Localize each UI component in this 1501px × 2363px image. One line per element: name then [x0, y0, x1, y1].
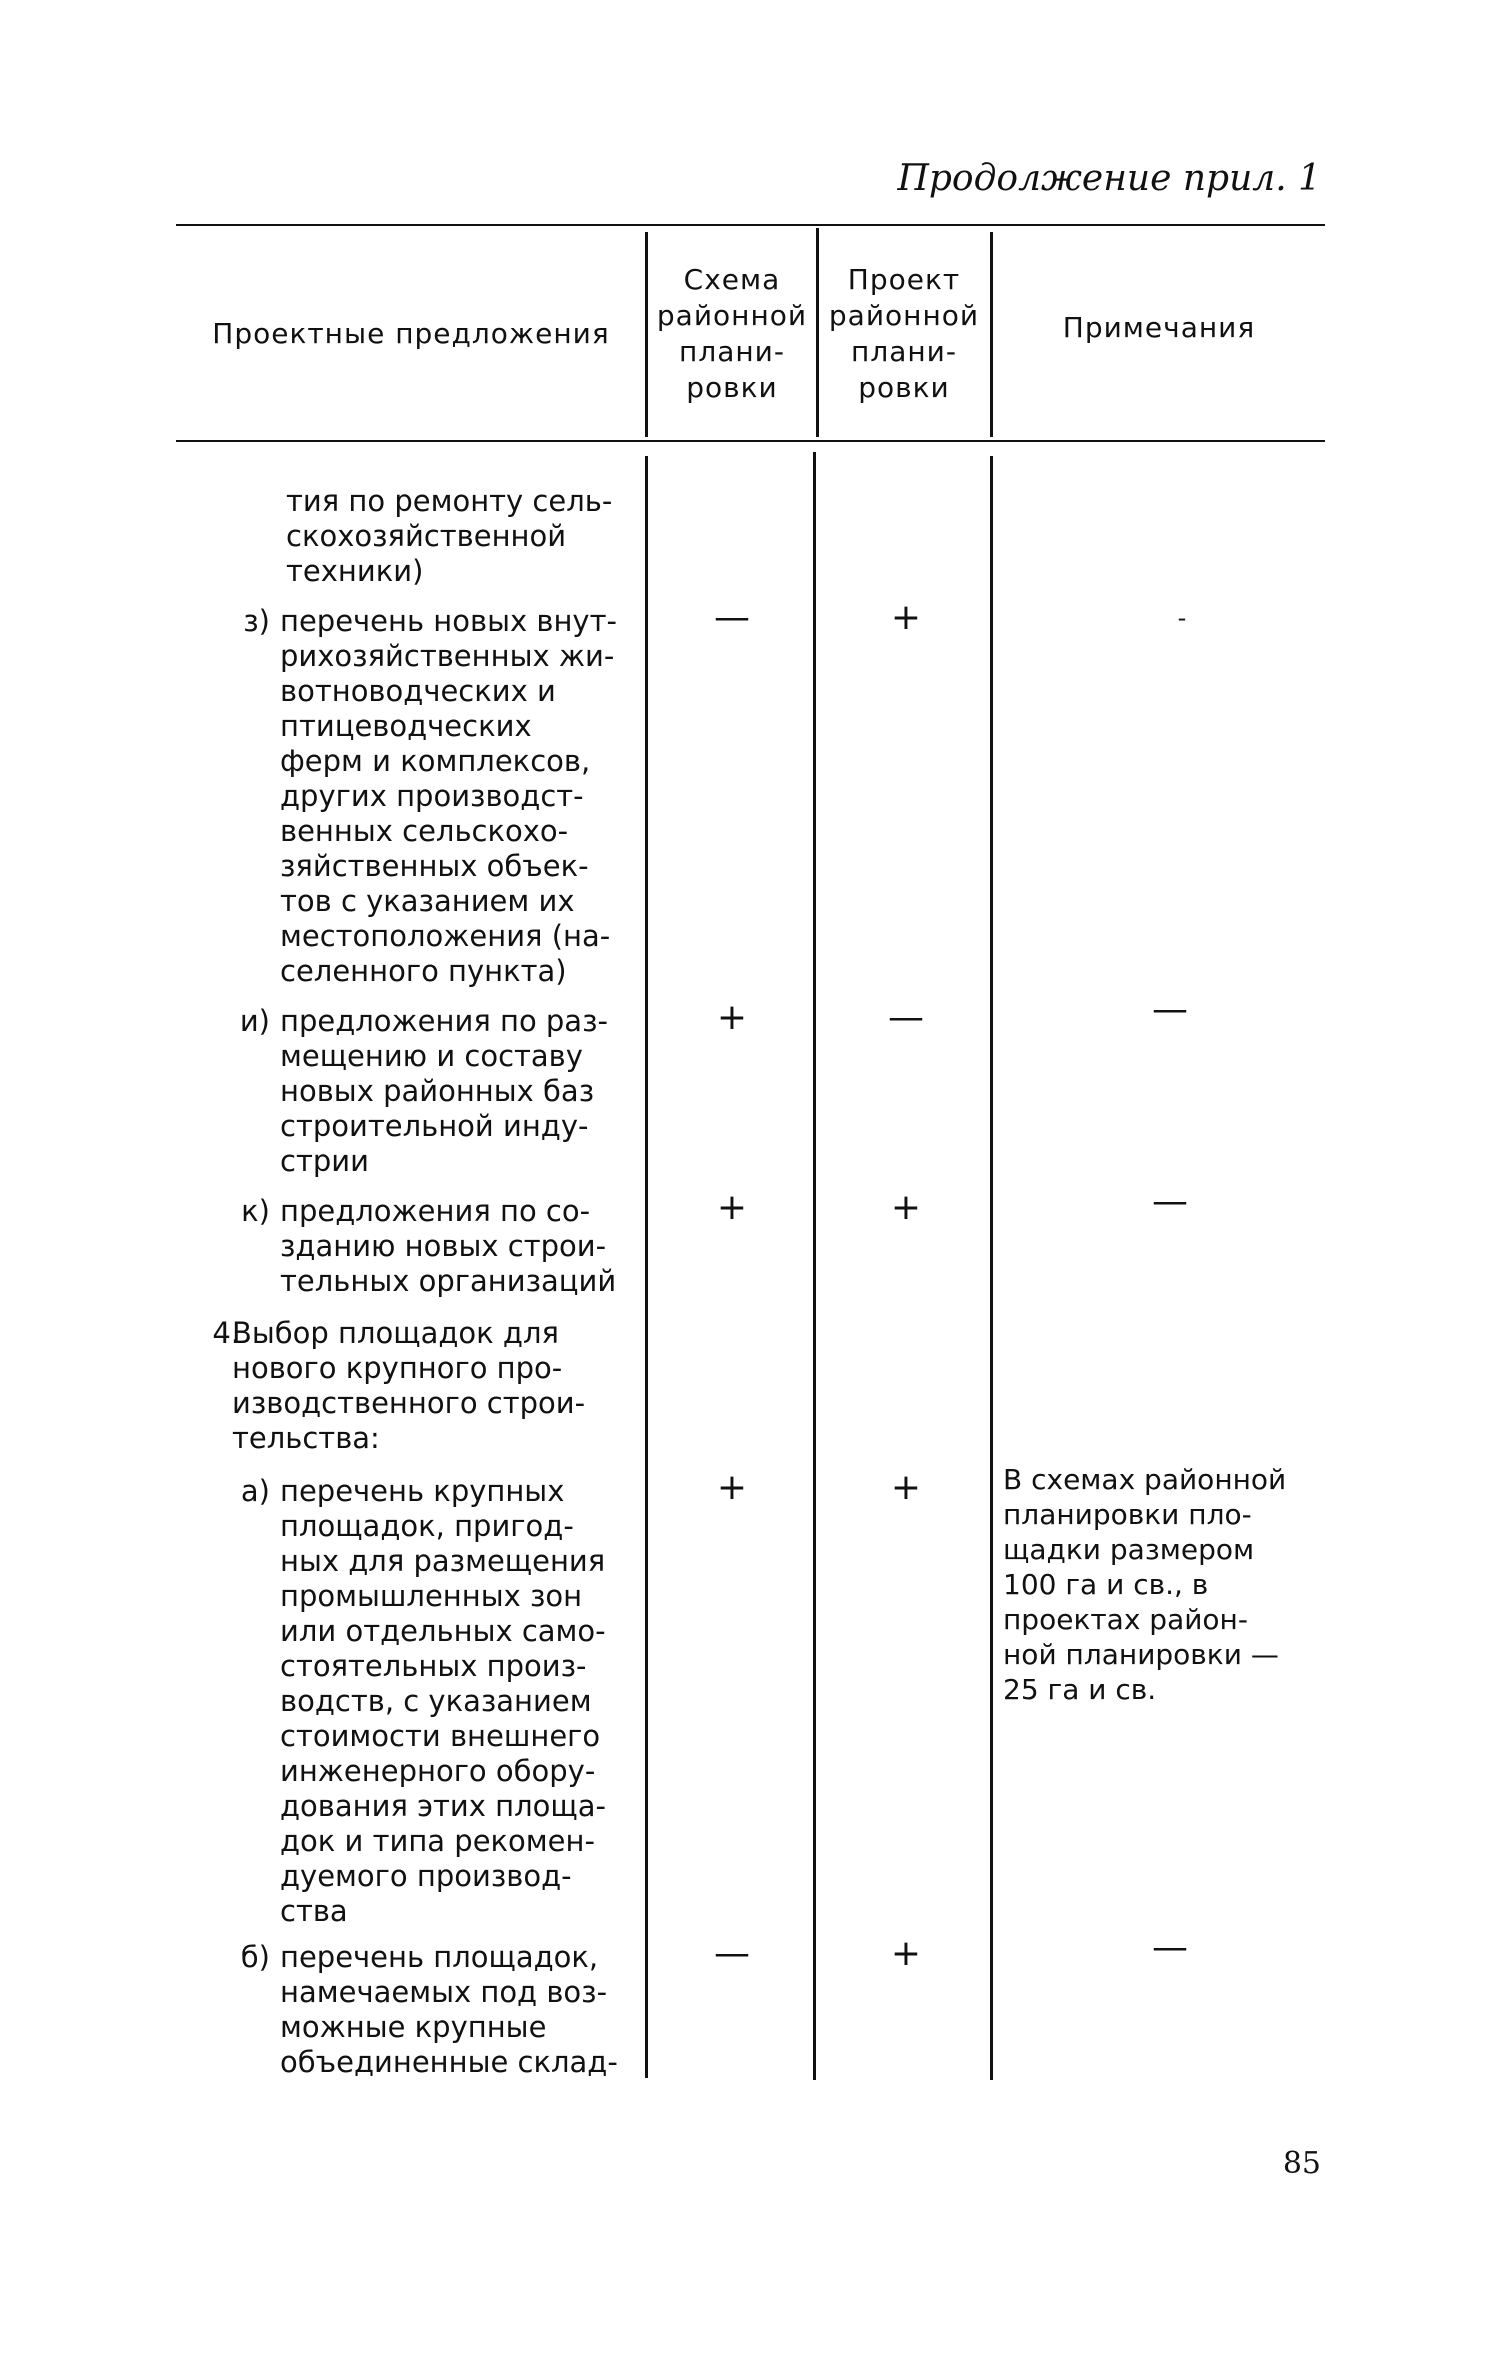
row-label-b: б) [240, 1940, 270, 1974]
mark-z-scheme: — [714, 597, 750, 638]
page-number: 85 [1282, 2146, 1321, 2181]
mark-a-project: + [890, 1467, 922, 1508]
row-label-a: а) [240, 1474, 270, 1508]
row-text-i: предложения по раз- мещению и составу новых районных баз строительной инду- стрии [280, 1004, 608, 1178]
mark-b-note: — [1152, 1927, 1188, 1968]
mark-k-note: — [1152, 1181, 1188, 1222]
row-label-z: з) [243, 604, 270, 638]
continuation-title: Продолжение прил. 1 [897, 158, 1321, 199]
mark-i-scheme: + [716, 997, 748, 1038]
col-divider-3-body [990, 456, 993, 2080]
column-header-notes: Примечания [1062, 311, 1256, 344]
column-header-scheme: Схема районной плани- ровки [656, 263, 808, 404]
continued-text: тия по ремонту сель- скохозяйственной техники) [286, 484, 613, 588]
col-divider-1-body [645, 456, 648, 2078]
row-label-i: и) [239, 1004, 270, 1038]
column-header-proposals: Проектные предложения [212, 317, 610, 350]
item-4-number: 4. [212, 1316, 240, 1350]
item-4-text: Выбор площадок для нового крупного про- изводственного строи- тельства: [232, 1316, 586, 1455]
mark-b-scheme: — [714, 1933, 750, 1974]
mark-k-project: + [890, 1187, 922, 1228]
column-header-project: Проект районной плани- ровки [828, 263, 980, 404]
row-text-k: предложения по со- зданию новых строи- тельных организаций [280, 1194, 617, 1298]
col-divider-2-body [813, 452, 816, 2080]
col-divider-2-header [816, 228, 819, 437]
row-text-a: перечень крупных площадок, пригод- ных для размещения промышленных зон или отдельных само- стоятельных произ- водств, с указанием стоимости внешнего инженерного обору- дования этих площа- док и типа рекомен- дуемого производ- ства [280, 1474, 606, 1928]
mark-k-scheme: + [716, 1187, 748, 1228]
mark-i-note: — [1152, 989, 1188, 1030]
table-top-rule [176, 224, 1325, 226]
row-text-b: перечень площадок, намечаемых под воз- можные крупные объединенные склад- [280, 1940, 618, 2079]
mark-a-scheme: + [716, 1467, 748, 1508]
mark-z-project: + [890, 597, 922, 638]
col-divider-3-header [990, 232, 993, 437]
header-bottom-rule [176, 440, 1325, 442]
mark-z-note: - [1177, 604, 1187, 632]
mark-b-project: + [890, 1933, 922, 1974]
row-label-k: к) [241, 1194, 270, 1228]
note-a: В схемах районной планировки пло- щадки размером 100 га и св., в проектах район- ной планировки — 25 га и св. [1003, 1463, 1287, 1706]
row-text-z: перечень новых внут- рихозяйственных жи- вотноводческих и птицеводческих ферм и комплексов, других производст- венных сельскохо- зяйственных объек- тов с указанием их местоположения (на- селенного пункта) [280, 604, 617, 988]
mark-i-project: — [888, 997, 924, 1038]
